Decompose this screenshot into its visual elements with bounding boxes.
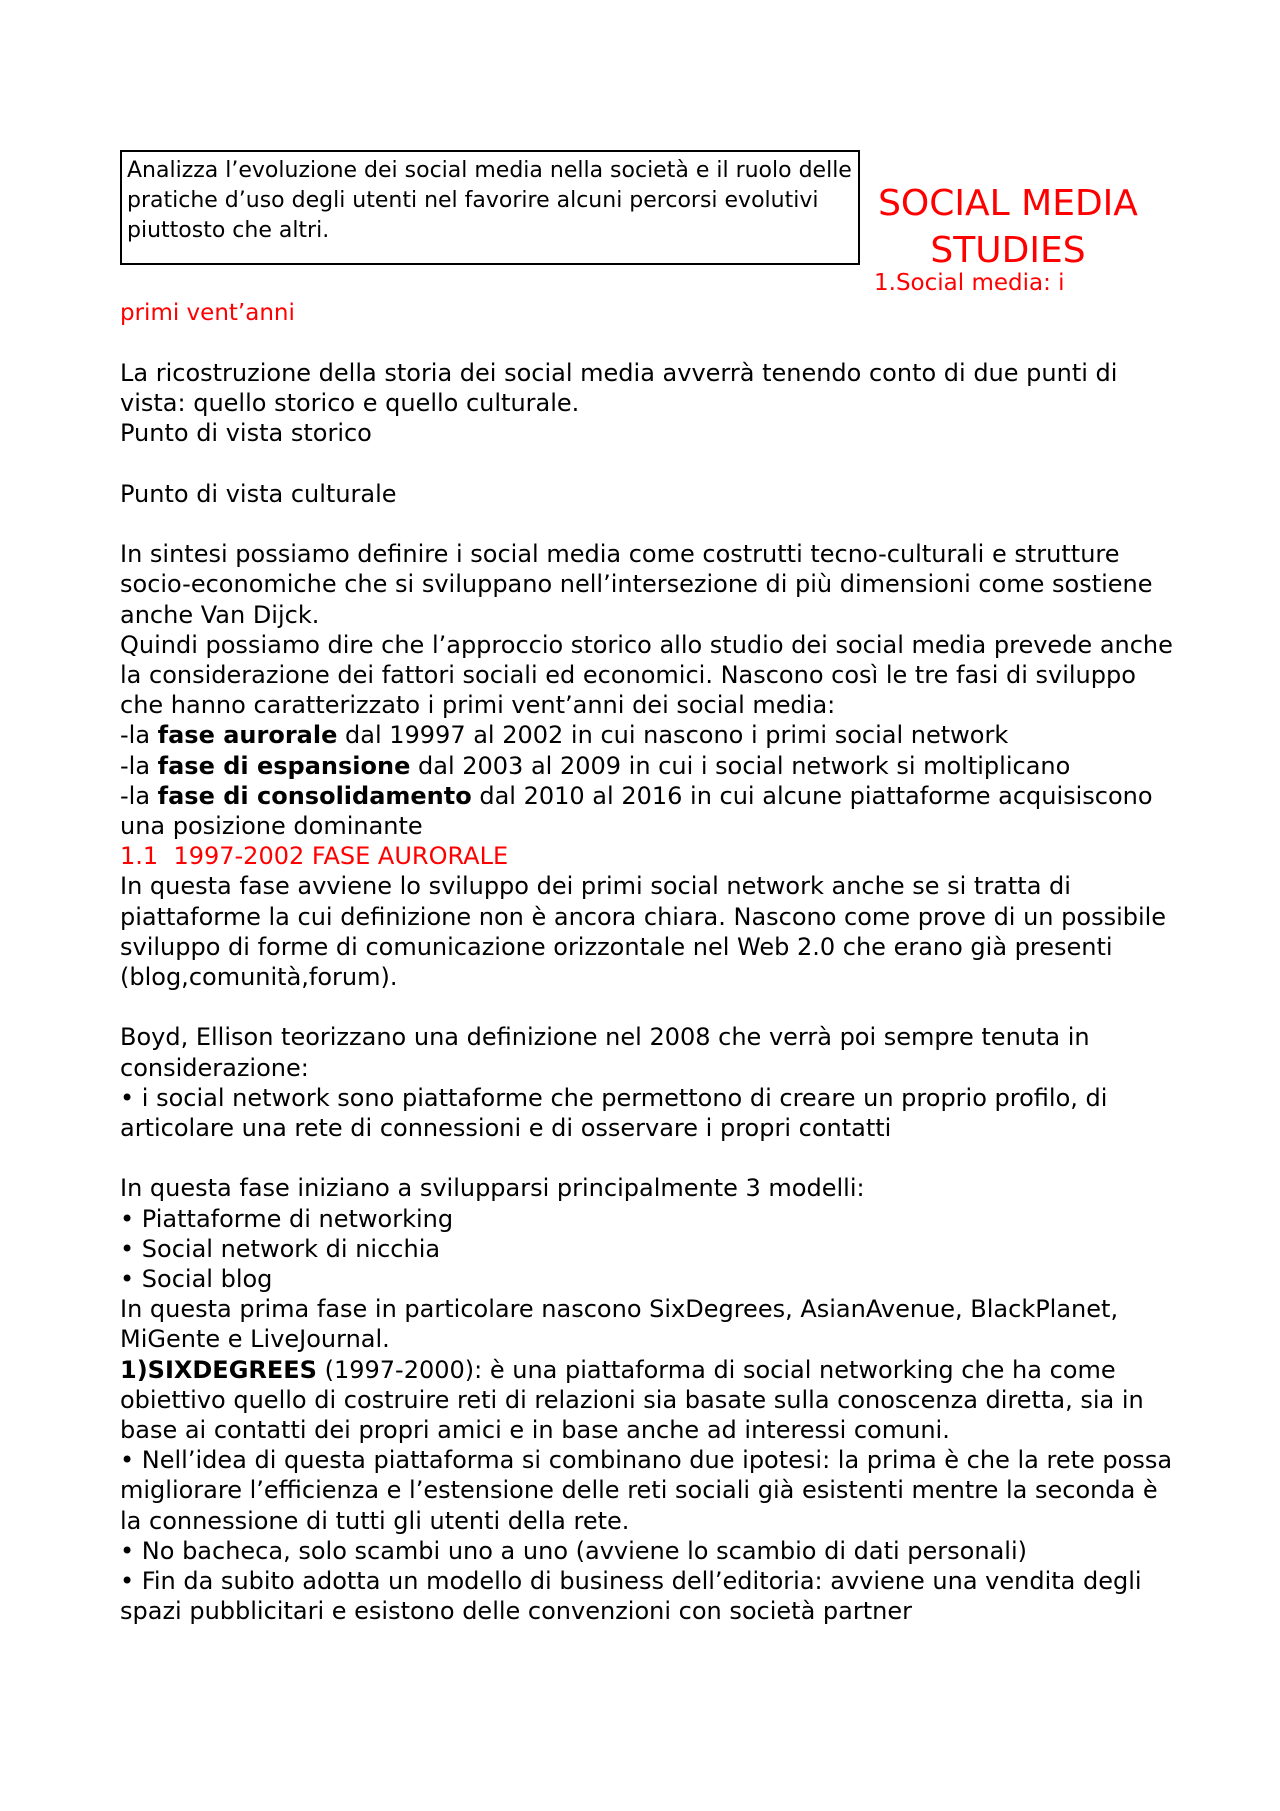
title-line-1: SOCIAL MEDIA bbox=[878, 183, 1138, 224]
chapter-heading bbox=[120, 268, 1120, 328]
quindi-paragraph: Quindi possiamo dire che l’approccio storico allo studio dei social media prevede anche la considerazione dei fattori sociali ed economici. Nascono così le tre fasi di sviluppo che hanno caratterizzato i primi vent’anni dei social media: bbox=[120, 630, 1173, 720]
heading-punto-culturale: Punto di vista culturale bbox=[120, 479, 397, 508]
sixdegrees-bullet: • Nell’idea di questa piattaforma si combinano due ipotesi: la prima è che la rete possa migliorare l’efficienza e l’estensione delle reti sociali già esistenti mentre la seconda è la connessione di tutti gli utenti della rete. bbox=[120, 1445, 1180, 1536]
sintesi-paragraph: In sintesi possiamo definire i social media come costrutti tecno-culturali e strutture socio-economiche che si sviluppano nell’intersezione di più dimensioni come sostiene anche Van Dijck. bbox=[120, 540, 1153, 629]
modelli-intro: In questa fase iniziano a svilupparsi principalmente 3 modelli: bbox=[120, 1174, 865, 1203]
modello-item: • Social blog bbox=[120, 1264, 1180, 1294]
intro-paragraph: La ricostruzione della storia dei social media avverrà tenendo conto di due punti di vista: quello storico e quello culturale. bbox=[120, 359, 1118, 418]
fase-item: -la fase di espansione dal 2003 al 2009 in cui i social network si moltiplicano bbox=[120, 751, 1071, 780]
modello-item: • Piattaforme di networking bbox=[120, 1204, 1180, 1234]
chapter-heading-part1: 1.Social media: i bbox=[874, 270, 1065, 296]
boyd-definition-bullet: • i social network sono piattaforme che permettono di creare un proprio profilo, di articolare una rete di connessioni e di osservare i propri contatti bbox=[120, 1083, 1180, 1143]
chapter-heading-part2: primi vent’anni bbox=[120, 300, 295, 326]
modello-item: • Social network di nicchia bbox=[120, 1234, 1180, 1264]
boyd-paragraph: Boyd, Ellison teorizzano una definizione nel 2008 che verrà poi sempre tenuta in considerazione: bbox=[120, 1023, 1090, 1082]
fase-item: -la fase di consolidamento dal 2010 al 2016 in cui alcune piattaforme acquisiscono una posizione dominante bbox=[120, 781, 1153, 841]
title-line-2: STUDIES bbox=[930, 230, 1086, 271]
fase-item: -la fase aurorale dal 19997 al 2002 in cui nascono i primi social network bbox=[120, 721, 1009, 750]
document-title bbox=[868, 180, 1148, 274]
fase-aurorale-paragraph: In questa fase avviene lo sviluppo dei primi social network anche se si tratta di piattaforme la cui definizione non è ancora chiara. Nascono come prove di un possibile sviluppo di forme di comunicazione orizzontale nel Web 2.0 che erano già presenti (blog,comunità,forum). bbox=[120, 872, 1167, 992]
heading-punto-storico: Punto di vista storico bbox=[120, 419, 372, 448]
document-body bbox=[120, 358, 1180, 1626]
assignment-text: Analizza l’evoluzione dei social media nella società e il ruolo delle pratiche d’uso degli utenti nel favorire alcuni percorsi evolutivi piuttosto che altri. bbox=[127, 158, 852, 243]
sixdegrees-bullet: • Fin da subito adotta un modello di business dell’editoria: avviene una vendita degli spazi pubblicitari e esistono delle convenzioni con società partner bbox=[120, 1566, 1180, 1626]
sixdegrees-paragraph: 1)SIXDEGREES (1997-2000): è una piattaforma di social networking che ha come obiettivo quello di costruire reti di relazioni sia basate sulla conoscenza diretta, sia in base ai contatti dei propri amici e in base anche ad interessi comuni. bbox=[120, 1355, 1144, 1445]
sixdegrees-bullet: • No bacheca, solo scambi uno a uno (avviene lo scambio di dati personali) bbox=[120, 1536, 1180, 1566]
assignment-box bbox=[120, 150, 860, 265]
nascono-paragraph: In questa prima fase in particolare nascono SixDegrees, AsianAvenue, BlackPlanet, MiGente e LiveJournal. bbox=[120, 1295, 1119, 1354]
section-heading: 1.1 1997-2002 FASE AURORALE bbox=[120, 842, 509, 871]
